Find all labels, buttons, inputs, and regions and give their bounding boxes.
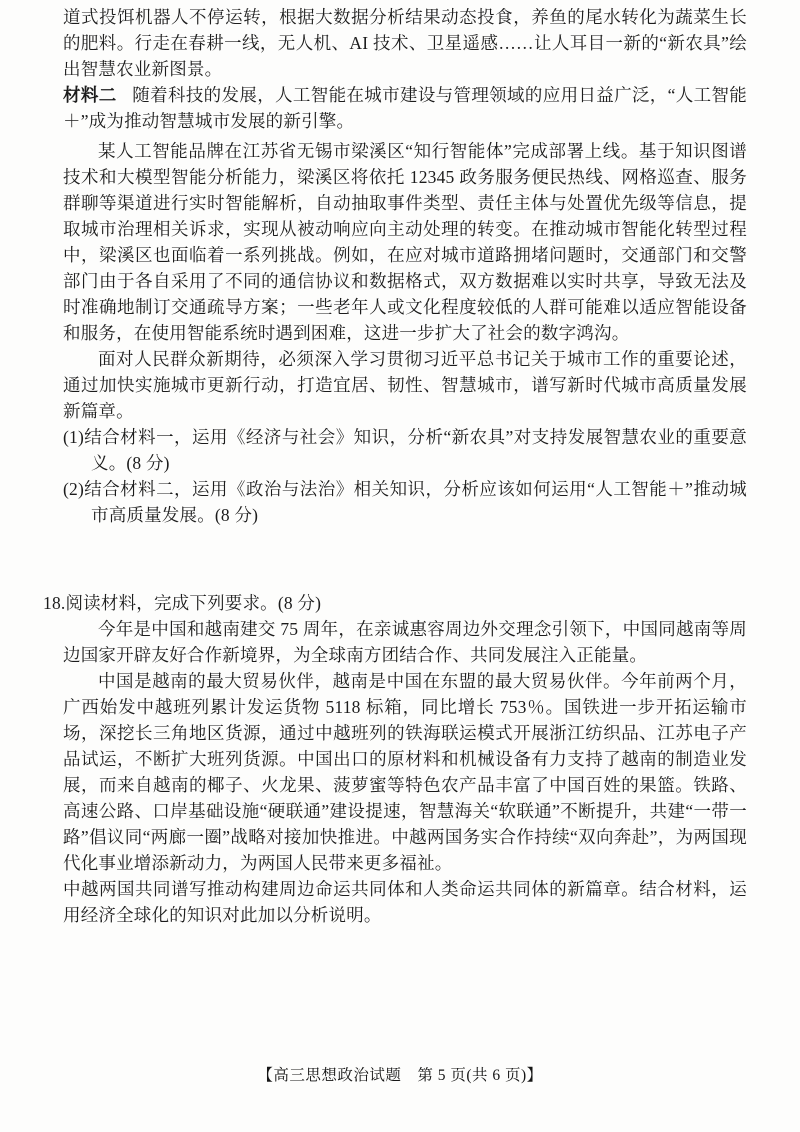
material-two-label: 材料二: [63, 85, 117, 105]
material-two-closing-paragraph: 面对人民群众新期待，必须深入学习贯彻习近平总书记关于城市工作的重要论述，通过加快实施城市更新行动，打造宜居、韧性、智慧城市，谱写新时代城市高质量发展新篇章。: [63, 349, 747, 421]
question-17-section: [63, 4, 747, 528]
material-one-continuation-text: 道式投饵机器人不停运转，根据大数据分析结果动态投食，养鱼的尾水转化为蔬菜生长的肥料。行走在春耕一线，无人机、AI 技术、卫星遥感……让人耳目一新的“新农具”绘出智慧农业新图景。: [63, 7, 747, 79]
material-two-body-paragraph: 某人工智能品牌在江苏省无锡市梁溪区“知行智能体”完成部署上线。基于知识图谱技术和大模型智能分析能力，梁溪区将依托 12345 政务服务便民热线、网格巡查、服务群聊等渠道进行实时智能解析，自动抽取事件类型、责任主体与处置优先级等信息，提取城市治理相关诉求，实现从被动响应向主动处理的转变。在推动城市智能化转型过程中，梁溪区也面临着一系列挑战。例如，在应对城市道路拥堵问题时，交通部门和交警部门由于各自采用了不同的通信协议和数据格式，双方数据难以实时共享，导致无法及时准确地制订交通疏导方案；一些老年人或文化程度较低的人群可能难以适应智能设备和服务，在使用智能系统时遇到困难，这进一步扩大了社会的数字鸿沟。: [63, 141, 747, 343]
material-two-paragraph: [63, 82, 747, 134]
subquestion-2: (2)结合材料二，运用《政治与法治》相关知识，分析应该如何运用“人工智能＋”推动城市高质量发展。(8 分): [63, 479, 747, 525]
question-18-paragraph-2: 中国是越南的最大贸易伙伴，越南是中国在东盟的最大贸易伙伴。今年前两个月，广西始发中越班列累计发运货物 5118 标箱，同比增长 753％。国铁进一步开拓运输市场，深挖长三角地区货源，通过中越班列的铁海联运模式开展浙江纺织品、江苏电子产品试运，不断扩大班列货源。中国出口的原材料和机械设备有力支持了越南的制造业发展，而来自越南的椰子、火龙果、菠萝蜜等特色农产品丰富了中国百姓的果篮。铁路、高速公路、口岸基础设施“硬联通”建设提速，智慧海关“软联通”不断提升，共建“一带一路”倡议同“两廊一圈”战略对接加快推进。中越两国务实合作持续“双向奔赴”，为两国现代化事业增添新动力，为两国人民带来更多福祉。: [63, 671, 747, 873]
material-two-intro-text: 随着科技的发展，人工智能在城市建设与管理领域的应用日益广泛，“人工智能＋”成为推动智慧城市发展的新引擎。: [63, 85, 748, 131]
page-footer: 【高三思想政治试题 第 5 页(共 6 页)】: [257, 1067, 543, 1084]
question-18-paragraph-1: 今年是中国和越南建交 75 周年，在亲诚惠容周边外交理念引领下，中国同越南等周边国家开辟友好合作新境界，为全球南方团结合作、共同发展注入正能量。: [63, 619, 747, 665]
subquestion-1: (1)结合材料一，运用《经济与社会》知识，分析“新农具”对支持发展智慧农业的重要意义。(8 分): [63, 427, 747, 473]
question-18-section: [43, 590, 747, 928]
question-18-header: 18.阅读材料，完成下列要求。(8 分): [43, 593, 322, 613]
question-18-task: 中越两国共同谱写推动构建周边命运共同体和人类命运共同体的新篇章。结合材料，运用经济全球化的知识对此加以分析说明。: [63, 879, 747, 925]
